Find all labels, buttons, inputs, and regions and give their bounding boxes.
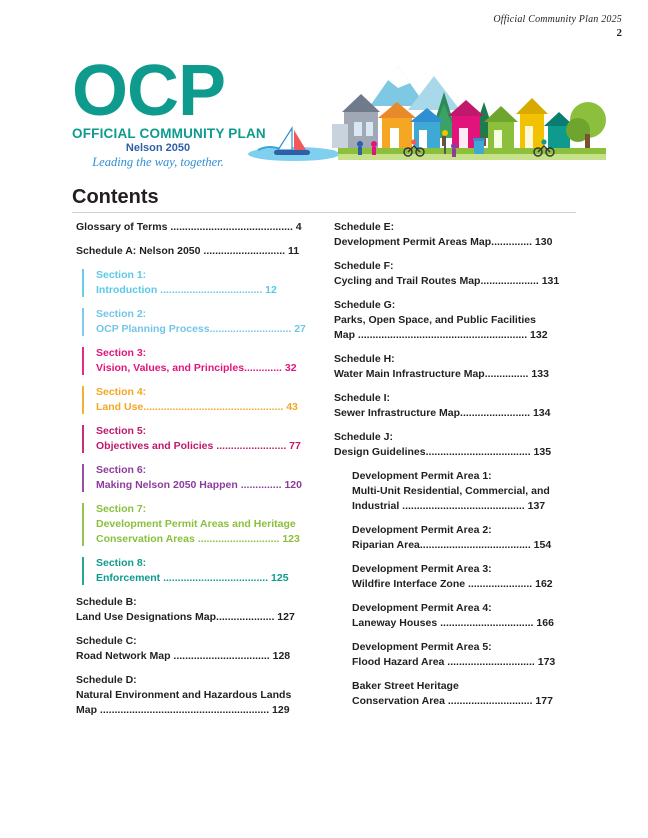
section-kicker: Section 6:: [96, 464, 147, 476]
toc-entry-section-6[interactable]: Section 6: Making Nelson 2050 Happen .............. 120: [76, 463, 324, 493]
toc-entry-schedule-c[interactable]: Schedule C: Road Network Map ................................. 128: [76, 635, 291, 662]
toc-entry-schedule-a[interactable]: Schedule A: Nelson 2050 ............................ 11: [76, 245, 300, 257]
toc-entry-section-2[interactable]: Section 2: OCP Planning Process............................ 27: [76, 307, 324, 337]
divider: [72, 212, 576, 213]
section-kicker: Section 1:: [96, 269, 147, 281]
toc-entry-baker-street-heritage[interactable]: Baker Street Heritage Conservation Area ............................. 177: [352, 680, 553, 707]
page-title: Contents: [72, 186, 159, 208]
toc-entry-schedule-b[interactable]: Schedule B: Land Use Designations Map.................... 127: [76, 596, 295, 623]
toc-entry-dpa-4[interactable]: Development Permit Area 4: Laneway Houses ................................ 166: [352, 602, 554, 629]
toc-entry-schedule-i[interactable]: Schedule I: Sewer Infrastructure Map........................ 134: [334, 392, 551, 419]
toc-entry-dpa-5[interactable]: Development Permit Area 5: Flood Hazard Area .............................. 173: [352, 641, 556, 668]
toc-entry-dpa-2[interactable]: Development Permit Area 2: Riparian Area...................................... 154: [352, 524, 552, 551]
section-kicker: Section 3:: [96, 347, 147, 359]
section-kicker: Section 8:: [96, 557, 147, 569]
toc-entry-section-4[interactable]: Section 4: Land Use................................................ 43: [76, 385, 324, 415]
page-number: 2: [616, 27, 622, 39]
toc-entry-schedule-h[interactable]: Schedule H: Water Main Infrastructure Map............... 133: [334, 353, 549, 380]
toc-entry-section-8[interactable]: Section 8: Enforcement .................................... 125: [76, 556, 324, 586]
toc-entry-glossary[interactable]: Glossary of Terms .......................................... 4: [76, 221, 302, 233]
logo-tagline: Leading the way, together.: [92, 155, 224, 169]
section-kicker: Section 2:: [96, 308, 147, 320]
toc-entry-section-7[interactable]: Section 7: Development Permit Areas and Heritage Conservation Areas ............................ 123: [76, 502, 324, 547]
toc-entry-schedule-d[interactable]: Schedule D: Natural Environment and Hazardous Lands Map .......................................................... 129: [76, 674, 292, 716]
running-title: Official Community Plan 2025: [493, 14, 622, 25]
toc-right-column: [334, 220, 582, 718]
section-kicker: Section 5:: [96, 425, 147, 437]
toc-entry-schedule-e[interactable]: Schedule E: Development Permit Areas Map.............. 130: [334, 221, 553, 248]
toc-left-column: [76, 220, 324, 727]
logo-acronym: OCP: [72, 51, 226, 131]
toc-entry-section-1[interactable]: Section 1: Introduction ................................... 12: [76, 268, 324, 298]
section-kicker: Section 4:: [96, 386, 147, 398]
toc-entry-schedule-f[interactable]: Schedule F: Cycling and Trail Routes Map.................... 131: [334, 260, 560, 287]
town-illustration: [248, 58, 608, 168]
toc-entry-schedule-j[interactable]: Schedule J: Design Guidelines.................................... 135: [334, 431, 552, 458]
toc-entry-section-3[interactable]: Section 3: Vision, Values, and Principles............. 32: [76, 346, 324, 376]
logo-place: Nelson 2050: [125, 142, 191, 154]
toc-entry-section-5[interactable]: Section 5: Objectives and Policies ........................ 77: [76, 424, 324, 454]
toc-entry-dpa-1[interactable]: Development Permit Area 1: Multi-Unit Residential, Commercial, and Industrial .......................................... 137: [352, 470, 550, 512]
toc-entry-schedule-g[interactable]: Schedule G: Parks, Open Space, and Public Facilities Map .......................................................... 132: [334, 299, 548, 341]
document-header: [493, 14, 622, 39]
section-kicker: Section 7:: [96, 503, 147, 515]
toc-entry-dpa-3[interactable]: Development Permit Area 3: Wildfire Interface Zone ...................... 162: [352, 563, 553, 590]
logo-expansion: OFFICIAL COMMUNITY PLAN: [72, 126, 266, 141]
